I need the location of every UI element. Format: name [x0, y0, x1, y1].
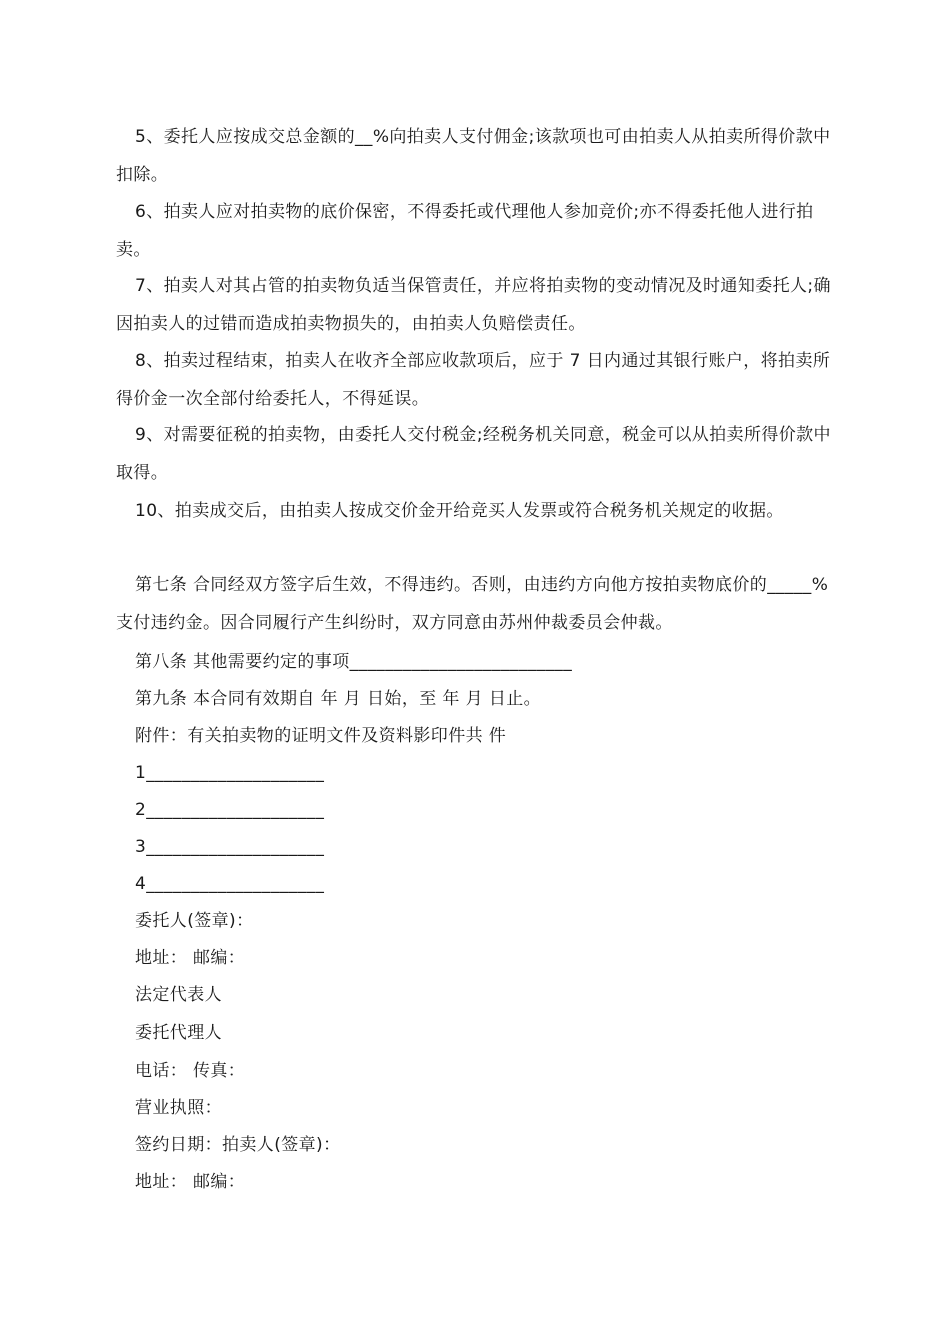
- article-8: 第八条 其他需要约定的事项_________________________: [135, 652, 573, 672]
- article-7: 第七条 合同经双方签字后生效，不得违约。否则，由违约方向他方按拍卖物底价的_____%支付违约金。因合同履行产生纠纷时，双方同意由苏州仲裁委员会仲裁。: [116, 575, 829, 633]
- attachment-item-2: 2____________________: [135, 800, 325, 820]
- clause-7: 7、拍卖人对其占管的拍卖物负适当保管责任，并应将拍卖物的变动情况及时通知委托人;确因拍卖人的过错而造成拍卖物损失的，由拍卖人负赔偿责任。: [116, 276, 831, 334]
- signing-date-auctioneer-signature: 签约日期：拍卖人(签章)：: [135, 1135, 341, 1155]
- phone-fax: 电话： 传真：: [135, 1061, 246, 1081]
- business-license: 营业执照：: [135, 1098, 222, 1118]
- legal-representative: 法定代表人: [135, 985, 222, 1005]
- clause-8: 8、拍卖过程结束，拍卖人在收齐全部应收款项后，应于 7 日内通过其银行账户，将拍卖所得价金一次全部付给委托人，不得延误。: [116, 351, 831, 409]
- clause-5: 5、委托人应按成交总金额的__%向拍卖人支付佣金;该款项也可由拍卖人从拍卖所得价款中扣除。: [116, 127, 831, 185]
- client-address: 地址： 邮编：: [135, 948, 246, 968]
- attachment-item-1: 1____________________: [135, 763, 325, 783]
- auctioneer-address: 地址： 邮编：: [135, 1172, 246, 1192]
- clause-6: 6、拍卖人应对拍卖物的底价保密，不得委托或代理他人参加竞价;亦不得委托他人进行拍卖。: [116, 202, 814, 260]
- attachment-heading: 附件：有关拍卖物的证明文件及资料影印件共 件: [135, 726, 507, 746]
- attachment-item-4: 4____________________: [135, 874, 325, 894]
- clause-10: 10、拍卖成交后，由拍卖人按成交价金开给竞买人发票或符合税务机关规定的收据。: [135, 501, 784, 521]
- article-9: 第九条 本合同有效期自 年 月 日始，至 年 月 日止。: [135, 689, 542, 709]
- authorized-agent: 委托代理人: [135, 1023, 222, 1043]
- clause-9: 9、对需要征税的拍卖物，由委托人交付税金;经税务机关同意，税金可以从拍卖所得价款中取得。: [116, 425, 831, 483]
- attachment-item-3: 3____________________: [135, 837, 325, 857]
- client-signature: 委托人(签章)：: [135, 911, 254, 931]
